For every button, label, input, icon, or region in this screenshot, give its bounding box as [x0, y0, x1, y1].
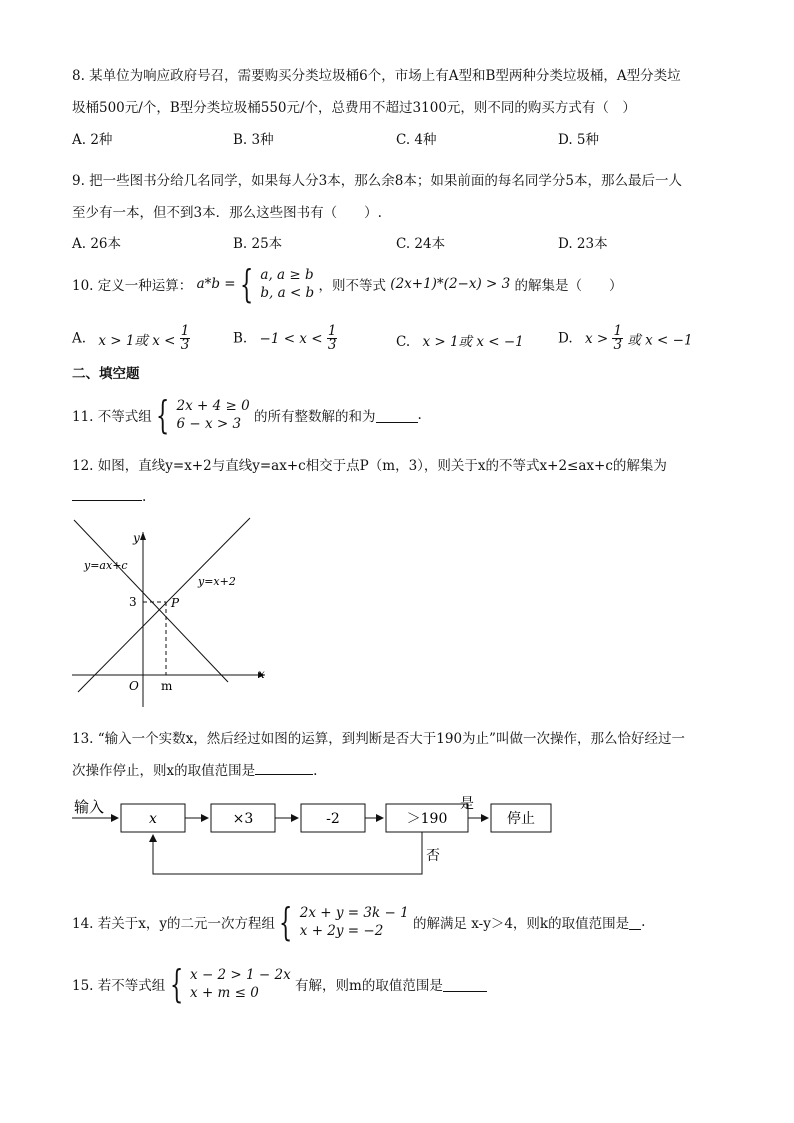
q14-system [300, 904, 409, 940]
q14-row1: 2x + y = 3k − 1 [299, 905, 409, 921]
q13-line2-text: 次操作停止，则x的取值范围是 [72, 763, 256, 779]
q10-option-a [72, 325, 190, 352]
q8-line2: 圾桶500元/个，B型分类垃圾桶550元/个，总费用不超过3100元，则不同的购买方式有（ ） [72, 100, 636, 116]
q10-op: a*b = [196, 276, 236, 292]
q10-option-d-den: 3 [613, 337, 623, 353]
q10-option-a-num: 1 [180, 323, 190, 339]
q10-option-c-label: C. [396, 334, 411, 350]
q8-option-b: B. 3种 [233, 132, 274, 148]
flow-input-label: 输入 [74, 798, 105, 816]
label-p: P [171, 596, 180, 610]
flow-no-label: 否 [426, 848, 440, 864]
q8-option-a: A. 2种 [72, 132, 113, 148]
q11-prefix: 11. 不等式组 [72, 409, 152, 425]
q10-option-d-label: D. [558, 330, 573, 347]
q11-suffix: 的所有整数解的和为 [254, 409, 376, 425]
section-title: 二、填空题 [72, 366, 140, 382]
q10-option-b-label: B. [233, 330, 248, 347]
q10-option-d-post: 或 x < −1 [627, 332, 693, 349]
label-m: m [161, 679, 173, 693]
q12-line1: 12. 如图，直线y=x+2与直线y=ax+c相交于点P（m，3），则关于x的不等式x+2≤ax+c的解集为 [72, 458, 667, 474]
flow-box-mul-text: ×3 [232, 811, 254, 827]
q15-brace: { [169, 962, 183, 1006]
q15-stem [72, 962, 487, 1006]
q8-option-d: D. 5种 [558, 132, 600, 148]
q12-line2: . [72, 486, 146, 507]
q11-stem: 11. 不等式组 { 2x + 4 ≥ 0 6 − x > 3 的所有整数解的和为 . [72, 393, 422, 437]
q10-prefix: 10. 定义一种运算： [72, 278, 193, 294]
q10-option-d-num: 1 [613, 323, 623, 339]
q10-option-a-expr: x > 1或 x < [98, 332, 176, 349]
q10-option-a-den: 3 [180, 337, 190, 353]
q10-option-d-fraction [612, 325, 623, 352]
label-line-x-plus-2: y=x+2 [198, 575, 236, 588]
q14-answer-blank[interactable] [629, 915, 641, 930]
q11-answer-blank[interactable] [376, 408, 418, 423]
q11-system [177, 397, 250, 433]
q10-option-d [558, 325, 693, 352]
q10-stem [72, 262, 623, 306]
label-y: y [133, 531, 140, 545]
q10-option-c [396, 325, 524, 359]
q15-system [190, 966, 291, 1002]
q10-case1: a, a ≥ b [260, 267, 314, 283]
q11-row2: 6 − x > 3 [176, 416, 242, 432]
q14-brace: { [279, 900, 293, 944]
label-line-ax-c: y=ax+c [84, 559, 128, 572]
q10-option-c-expr: x > 1或 x < −1 [422, 334, 524, 350]
q14-prefix: 14. 若关于x，y的二元一次方程组 [72, 916, 276, 932]
q9-option-a: A. 26本 [72, 236, 122, 252]
q10-case2: b, a < b [260, 285, 315, 301]
q9-line1: 9. 把一些图书分给几名同学，如果每人分3本，那么余8本；如果前面的每名同学分5本，那么最后一人 [72, 173, 682, 189]
q9-option-d: D. 23本 [558, 236, 608, 252]
q10-cases [260, 266, 314, 302]
q14-row2: x + 2y = −2 [299, 923, 384, 939]
q15-row1: x − 2 > 1 − 2x [190, 967, 291, 983]
q10-inequality: (2x+1)*(2−x) > 3 [390, 276, 511, 292]
q10-suffix: 的解集是（ ） [514, 278, 623, 294]
q13-line2: 次操作停止，则x的取值范围是 . [72, 760, 317, 781]
flow-box-sub-text: -2 [326, 811, 340, 827]
q15-answer-blank[interactable] [443, 977, 487, 992]
q10-brace: { [239, 262, 254, 306]
flow-yes-label: 是 [460, 796, 474, 812]
q13-line1: 13. “输入一个实数x，然后经过如图的运算，到判断是否大于190为止”叫做一次操作，那么恰好经过一 [72, 731, 685, 747]
q10-option-b [233, 325, 337, 352]
q14-stem: 14. 若关于x，y的二元一次方程组 { 2x + y = 3k − 1 x + 2y = −2 的解满足 x-y＞4，则k的取值范围是 . [72, 900, 646, 944]
q10-option-b-den: 3 [327, 337, 337, 353]
q10-option-d-expr: x > [584, 330, 609, 347]
y-axis-arrow [140, 532, 146, 540]
q10-option-b-expr: −1 < x < [259, 330, 323, 347]
q12-graph [60, 512, 280, 714]
q13-answer-blank[interactable] [255, 760, 313, 775]
q11-row1: 2x + 4 ≥ 0 [176, 398, 250, 414]
q11-brace: { [156, 393, 170, 437]
q15-prefix: 15. 若不等式组 [72, 978, 166, 994]
q15-suffix: 有解，则m的取值范围是 [295, 978, 443, 994]
q9-option-c: C. 24本 [396, 236, 446, 252]
q8-line1: 8. 某单位为响应政府号召，需要购买分类垃圾桶6个，市场上有A型和B型两种分类垃圾桶，A型分类垃 [72, 68, 681, 84]
flow-loop-arrow [153, 832, 422, 874]
q10-option-b-num: 1 [327, 323, 337, 339]
q9-option-b: B. 25本 [233, 236, 283, 252]
line-ax-c [74, 520, 228, 682]
label-3: 3 [129, 595, 137, 609]
q10-middle: ，则不等式 [318, 278, 386, 294]
q10-option-a-label: A. [72, 330, 87, 347]
line-x-plus-2 [78, 518, 250, 692]
label-origin: O [129, 679, 139, 693]
q12-answer-blank[interactable] [72, 486, 142, 501]
flow-box-x-text: x [149, 811, 157, 827]
q10-option-a-fraction [180, 325, 191, 352]
flow-box-stop-text: 停止 [507, 811, 535, 827]
q13-flowchart [60, 790, 570, 882]
flow-box-compare-text: ＞190 [406, 811, 448, 827]
q10-option-b-fraction [327, 325, 338, 352]
q8-option-c: C. 4种 [396, 132, 437, 148]
q15-row2: x + m ≤ 0 [190, 985, 259, 1001]
label-x: x [258, 667, 265, 681]
q9-line2: 至少有一本，但不到3本．那么这些图书有（ ）. [72, 205, 382, 221]
q14-suffix: 的解满足 x-y＞4，则k的取值范围是 [412, 916, 630, 932]
